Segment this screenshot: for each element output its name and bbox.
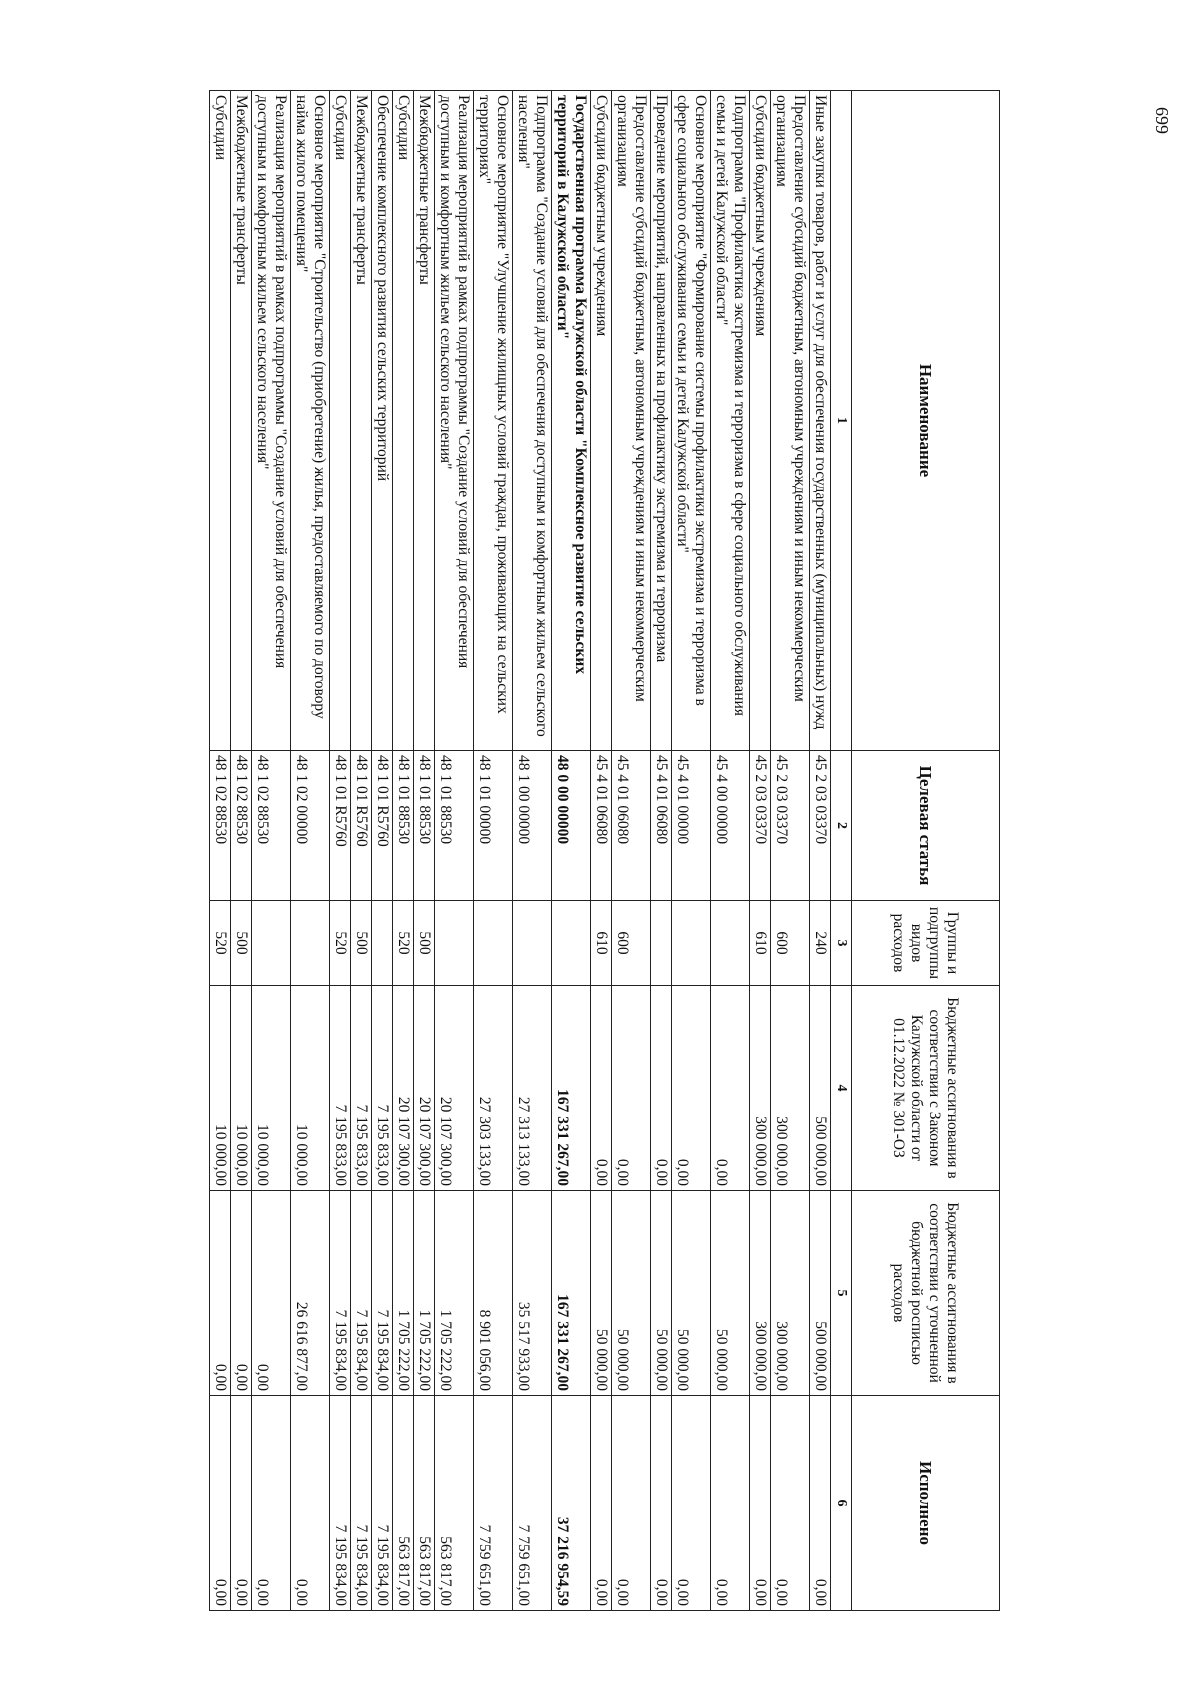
row-refined-allocation: 1 705 222,00 <box>435 1191 474 1396</box>
row-expense-group <box>651 901 672 986</box>
row-refined-allocation: 1 705 222,00 <box>393 1191 414 1396</box>
row-executed: 0,00 <box>291 1396 330 1611</box>
table-row <box>252 91 291 1611</box>
row-executed: 0,00 <box>672 1396 711 1611</box>
row-expense-group: 500 <box>231 901 252 986</box>
table-row <box>612 91 651 1611</box>
column-number-row <box>831 91 852 1611</box>
row-expense-group <box>711 901 750 986</box>
table-row <box>591 91 612 1611</box>
row-executed: 0,00 <box>210 1396 231 1611</box>
row-executed: 0,00 <box>711 1396 750 1611</box>
row-target-article: 45 2 03 03370 <box>810 751 831 901</box>
row-executed: 0,00 <box>810 1396 831 1611</box>
row-expense-group <box>474 901 513 986</box>
row-name: Обеспечение комплексного развития сельских территорий <box>372 91 393 751</box>
row-name: Предоставление субсидий бюджетным, автономным учреждениям и иным некоммерческим организациям <box>612 91 651 751</box>
row-expense-group: 520 <box>330 901 351 986</box>
row-refined-allocation: 1 705 222,00 <box>414 1191 435 1396</box>
header-refined-allocations: Бюджетные ассигнования в соответствии с уточненной бюджетной росписью расходов <box>852 1191 1000 1396</box>
row-refined-allocation: 500 000,00 <box>810 1191 831 1396</box>
row-law-allocation: 0,00 <box>672 986 711 1191</box>
table-row <box>330 91 351 1611</box>
row-target-article: 45 4 00 00000 <box>711 751 750 901</box>
row-refined-allocation: 0,00 <box>210 1191 231 1396</box>
table-row <box>291 91 330 1611</box>
row-target-article: 48 1 02 88530 <box>252 751 291 901</box>
row-refined-allocation: 0,00 <box>252 1191 291 1396</box>
row-executed: 0,00 <box>231 1396 252 1611</box>
table-row <box>513 91 552 1611</box>
row-name: Субсидии <box>330 91 351 751</box>
row-executed: 0,00 <box>651 1396 672 1611</box>
table-row <box>351 91 372 1611</box>
row-name: Субсидии бюджетным учреждениям <box>591 91 612 751</box>
row-target-article: 48 1 01 88530 <box>435 751 474 901</box>
row-law-allocation: 7 195 833,00 <box>372 986 393 1191</box>
row-expense-group <box>291 901 330 986</box>
row-target-article: 48 1 01 88530 <box>393 751 414 901</box>
row-executed: 0,00 <box>750 1396 771 1611</box>
row-law-allocation: 7 195 833,00 <box>330 986 351 1191</box>
header-target-article: Целевая статья <box>852 751 1000 901</box>
row-law-allocation: 20 107 300,00 <box>393 986 414 1191</box>
row-name: Основное мероприятие "Строительство (приобретение) жилья, предоставляемого по договору найма жилого помещения" <box>291 91 330 751</box>
row-expense-group: 520 <box>210 901 231 986</box>
row-executed: 563 817,00 <box>435 1396 474 1611</box>
header-name: Наименование <box>852 91 1000 751</box>
table-row <box>372 91 393 1611</box>
table-row <box>231 91 252 1611</box>
col-number: 4 <box>831 986 852 1191</box>
row-target-article: 45 4 01 00000 <box>672 751 711 901</box>
table-row <box>393 91 414 1611</box>
row-name: Межбюджетные трансферты <box>231 91 252 751</box>
row-target-article: 48 1 00 00000 <box>513 751 552 901</box>
row-refined-allocation: 7 195 834,00 <box>330 1191 351 1396</box>
header-expense-groups: Группы и подгруппы видов расходов <box>852 901 1000 986</box>
row-executed: 37 216 954,59 <box>552 1396 591 1611</box>
table-row <box>435 91 474 1611</box>
row-refined-allocation: 50 000,00 <box>612 1191 651 1396</box>
row-name: Реализация мероприятий в рамках подпрограммы "Создание условий для обеспечения доступным и комфортным жильем сельского населения" <box>435 91 474 751</box>
row-executed: 563 817,00 <box>393 1396 414 1611</box>
row-refined-allocation: 300 000,00 <box>771 1191 810 1396</box>
header-law-allocations: Бюджетные ассигнования в соответствии с Законом Калужской области от 01.12.2022 № 301-ОЗ <box>852 986 1000 1191</box>
row-expense-group <box>435 901 474 986</box>
row-executed: 563 817,00 <box>414 1396 435 1611</box>
row-law-allocation: 10 000,00 <box>210 986 231 1191</box>
row-refined-allocation: 7 195 834,00 <box>351 1191 372 1396</box>
table-row <box>672 91 711 1611</box>
row-law-allocation: 27 303 133,00 <box>474 986 513 1191</box>
row-target-article: 45 4 01 06080 <box>612 751 651 901</box>
table-row <box>474 91 513 1611</box>
row-refined-allocation: 50 000,00 <box>651 1191 672 1396</box>
row-target-article: 45 2 03 03370 <box>771 751 810 901</box>
row-law-allocation: 500 000,00 <box>810 986 831 1191</box>
row-name: Иные закупки товаров, работ и услуг для обеспечения государственных (муниципальных) нужд <box>810 91 831 751</box>
row-expense-group: 500 <box>351 901 372 986</box>
row-law-allocation: 300 000,00 <box>771 986 810 1191</box>
row-target-article: 48 1 01 00000 <box>474 751 513 901</box>
rotated-table-wrapper <box>120 90 1000 1610</box>
row-executed: 7 759 651,00 <box>474 1396 513 1611</box>
row-target-article: 45 4 01 06080 <box>591 751 612 901</box>
row-expense-group: 500 <box>414 901 435 986</box>
row-expense-group <box>252 901 291 986</box>
row-expense-group: 610 <box>591 901 612 986</box>
row-name: Основное мероприятие "Улучшение жилищных условий граждан, проживающих на сельских территориях" <box>474 91 513 751</box>
row-target-article: 48 1 01 R5760 <box>330 751 351 901</box>
row-name: Подпрограмма "Создание условий для обеспечения доступным и комфортным жильем сельского населения" <box>513 91 552 751</box>
row-refined-allocation: 35 517 933,00 <box>513 1191 552 1396</box>
table-row <box>210 91 231 1611</box>
row-law-allocation: 10 000,00 <box>291 986 330 1191</box>
row-expense-group: 600 <box>612 901 651 986</box>
row-law-allocation: 0,00 <box>711 986 750 1191</box>
row-name: Подпрограмма "Профилактика экстремизма и терроризма в сфере социального обслуживания семьи и детей Калужской области" <box>711 91 750 751</box>
row-refined-allocation: 0,00 <box>231 1191 252 1396</box>
row-name: Предоставление субсидий бюджетным, автономным учреждениям и иным некоммерческим организациям <box>771 91 810 751</box>
table-body <box>210 91 831 1611</box>
table-row <box>651 91 672 1611</box>
row-refined-allocation: 8 901 056,00 <box>474 1191 513 1396</box>
row-expense-group <box>552 901 591 986</box>
row-target-article: 48 1 02 00000 <box>291 751 330 901</box>
row-refined-allocation: 50 000,00 <box>591 1191 612 1396</box>
row-refined-allocation: 167 331 267,00 <box>552 1191 591 1396</box>
col-number: 3 <box>831 901 852 986</box>
row-executed: 0,00 <box>612 1396 651 1611</box>
row-law-allocation: 7 195 833,00 <box>351 986 372 1191</box>
row-executed: 0,00 <box>591 1396 612 1611</box>
row-name: Субсидии <box>210 91 231 751</box>
row-expense-group: 600 <box>771 901 810 986</box>
row-law-allocation: 27 313 133,00 <box>513 986 552 1191</box>
row-target-article: 48 0 00 00000 <box>552 751 591 901</box>
row-expense-group: 610 <box>750 901 771 986</box>
row-expense-group <box>372 901 393 986</box>
row-refined-allocation: 50 000,00 <box>672 1191 711 1396</box>
row-law-allocation: 20 107 300,00 <box>435 986 474 1191</box>
row-name: Проведение мероприятий, направленных на профилактику экстремизма и терроризма <box>651 91 672 751</box>
row-executed: 0,00 <box>252 1396 291 1611</box>
row-name: Субсидии <box>393 91 414 751</box>
row-refined-allocation: 26 616 877,00 <box>291 1191 330 1396</box>
row-expense-group: 240 <box>810 901 831 986</box>
col-number: 6 <box>831 1396 852 1611</box>
row-executed: 7 759 651,00 <box>513 1396 552 1611</box>
row-expense-group: 520 <box>393 901 414 986</box>
row-executed: 0,00 <box>771 1396 810 1611</box>
row-refined-allocation: 7 195 834,00 <box>372 1191 393 1396</box>
row-expense-group <box>513 901 552 986</box>
row-target-article: 45 4 01 06080 <box>651 751 672 901</box>
table-row <box>552 91 591 1611</box>
row-name: Основное мероприятие "Формирование системы профилактики экстремизма и терроризма в сфере социального обслуживания семьи и детей Калужской области" <box>672 91 711 751</box>
row-target-article: 48 1 01 88530 <box>414 751 435 901</box>
row-name: Межбюджетные трансферты <box>351 91 372 751</box>
row-target-article: 48 1 01 R5760 <box>351 751 372 901</box>
row-law-allocation: 20 107 300,00 <box>414 986 435 1191</box>
col-number: 1 <box>831 91 852 751</box>
row-law-allocation: 10 000,00 <box>231 986 252 1191</box>
budget-table <box>209 90 1000 1611</box>
row-executed: 7 195 834,00 <box>372 1396 393 1611</box>
table-row <box>750 91 771 1611</box>
row-law-allocation: 0,00 <box>591 986 612 1191</box>
row-law-allocation: 10 000,00 <box>252 986 291 1191</box>
row-name: Государственная программа Калужской области "Комплексное развитие сельских территорий в Калужской области" <box>552 91 591 751</box>
col-number: 5 <box>831 1191 852 1396</box>
table-row <box>414 91 435 1611</box>
row-executed: 7 195 834,00 <box>351 1396 372 1611</box>
row-law-allocation: 0,00 <box>651 986 672 1191</box>
row-law-allocation: 0,00 <box>612 986 651 1191</box>
header-executed: Исполнено <box>852 1396 1000 1611</box>
table-row <box>771 91 810 1611</box>
row-name: Реализация мероприятий в рамках подпрограммы "Создание условий для обеспечения доступным и комфортным жильем сельского населения" <box>252 91 291 751</box>
row-expense-group <box>672 901 711 986</box>
row-target-article: 48 1 02 88530 <box>210 751 231 901</box>
row-target-article: 48 1 02 88530 <box>231 751 252 901</box>
row-refined-allocation: 300 000,00 <box>750 1191 771 1396</box>
row-law-allocation: 300 000,00 <box>750 986 771 1191</box>
header-row <box>852 91 1000 1611</box>
row-target-article: 48 1 01 R5760 <box>372 751 393 901</box>
row-refined-allocation: 50 000,00 <box>711 1191 750 1396</box>
row-executed: 7 195 834,00 <box>330 1396 351 1611</box>
row-law-allocation: 167 331 267,00 <box>552 986 591 1191</box>
table-row <box>810 91 831 1611</box>
page-number: 699 <box>1152 107 1172 134</box>
table-row <box>711 91 750 1611</box>
row-name: Межбюджетные трансферты <box>414 91 435 751</box>
row-target-article: 45 2 03 03370 <box>750 751 771 901</box>
row-name: Субсидии бюджетным учреждениям <box>750 91 771 751</box>
col-number: 2 <box>831 751 852 901</box>
